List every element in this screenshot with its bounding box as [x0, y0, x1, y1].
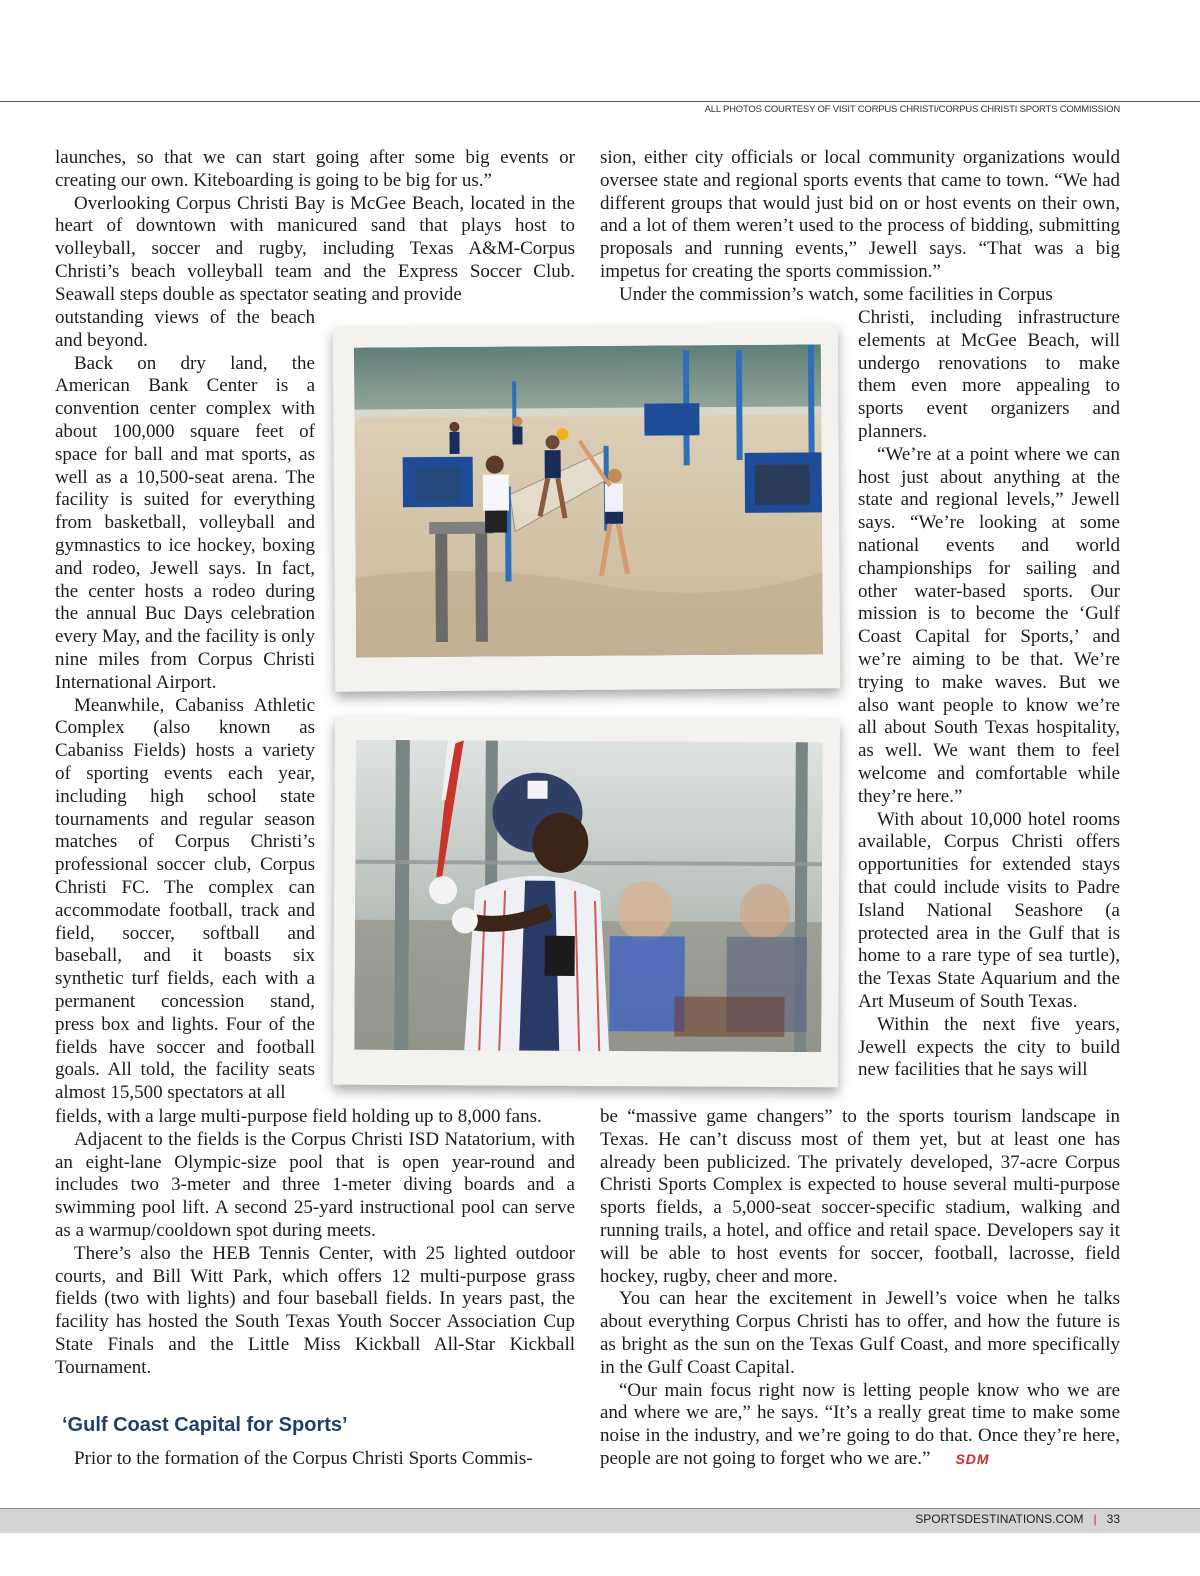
right-column-narrow	[858, 307, 1120, 1082]
paragraph: “We’re at a point where we can host just about anything at the state and regional levels,” Jewell says. “We’re looking at some national events and world championships for sailing and other water-based sports. Our mission is to become the ‘Gulf Coast Capital for Sports,’ and we’re aiming to be that. We’re trying to make waves. But we also want people to know we’re all about South Texas hospitality, as well. We want them to feel welcome and comfortable while they’re here.”	[858, 443, 1120, 807]
header-rule	[0, 101, 1200, 102]
paragraph: With about 10,000 hotel rooms available, Corpus Christi offers opportunities for extended stays that could include visits to Padre Island National Seashore (a protected area in the Gulf that is home to a rare type of sea turtle), the Texas State Aquarium and the Art Museum of South Texas.	[858, 808, 1120, 1012]
paragraph: Under the commission’s watch, some facilities in Corpus	[619, 283, 1053, 305]
paragraph	[600, 1380, 1120, 1471]
paragraph: Prior to the formation of the Corpus Christi Sports Commis-	[74, 1448, 533, 1469]
paragraph: Christi, including infrastructure elements at McGee Beach, will undergo renovations to make them even more appealing to sports event organizers and planners.	[858, 307, 1120, 442]
baseball-photo-frame	[333, 717, 840, 1088]
beach-volleyball-illustration	[354, 344, 823, 657]
left-column-narrow	[55, 307, 315, 1105]
paragraph: Adjacent to the fields is the Corpus Christi ISD Natatorium, with an eight-lane Olympic-size pool that is open year-round and includes two 3-meter and three 1-meter diving boards and a swimming pool lift. A second 25-yard instructional pool can serve as a warmup/cooldown spot during meets.	[55, 1128, 575, 1241]
paragraph: Within the next five years, Jewell expects the city to build new facilities that he says will	[858, 1013, 1120, 1081]
left-column-top	[55, 147, 575, 307]
paragraph: There’s also the HEB Tennis Center, with 25 lighted outdoor courts, and Bill Witt Park, which offers 12 multi-purpose grass fields (two with lights) and four baseball fields. In years past, the facility has hosted the South Texas Youth Soccer Association Cup State Finals and the Little Miss Kickball All-Star Kickball Tournament.	[55, 1242, 575, 1378]
left-column-bottom	[55, 1106, 575, 1380]
footer	[915, 1512, 1120, 1526]
paragraph: outstanding views of the beach and beyond.	[55, 307, 315, 351]
footer-separator: |	[1093, 1512, 1097, 1526]
right-column-bottom	[600, 1106, 1120, 1471]
paragraph: Back on dry land, the American Bank Center is a convention center complex with about 100,000 square feet of space for ball and mat sports, as well as a 10,500-seat arena. The facility is suited for everything from basketball, volleyball and gymnastics to ice hockey, boxing and rodeo, Jewell says. In fact, the center hosts a rodeo during the annual Buc Days celebration every May, and the facility is only nine miles from Corpus Christi International Airport.	[55, 352, 315, 693]
paragraph: Overlooking Corpus Christi Bay is McGee Beach, located in the heart of downtown with manicured sand that plays host to volleyball, soccer and rugby, including Texas A&M-Corpus Christi’s beach volleyball team and the Express Soccer Club. Seawall steps double as spectator seating and provide	[55, 192, 575, 305]
baseball-batter-photo	[354, 740, 823, 1052]
paragraph: sion, either city officials or local community organizations would oversee state and regional sports events that came to town. “We had different groups that would just bid on or host events on their own, and a lot of them weren’t used to the process of bidding, submitting proposals and running events,” Jewell says. “That was a big impetus for creating the sports commission.”	[600, 147, 1120, 282]
paragraph: Meanwhile, Cabaniss Athletic Complex (also known as Cabaniss Fields) hosts a variety of sporting events each year, including high school state tournaments and regular season matches of Corpus Christi’s professional soccer club, Corpus Christi FC. The complex can accommodate football, track and field, soccer, softball and baseball, and it boasts six synthetic turf fields, each with a permanent concession stand, press box and lights. Four of the fields have soccer and football goals. All told, the facility seats almost 15,500 spectators at all	[55, 694, 315, 1104]
baseball-batter-illustration	[354, 740, 823, 1052]
page-number: 33	[1106, 1512, 1120, 1526]
beach-volleyball-photo	[354, 344, 823, 657]
paragraph: be “massive game changers” to the sports tourism landscape in Texas. He can’t discuss most of them yet, but at least one has already been publicized. The privately developed, 37-acre Corpus Christi Sports Complex is expected to house several multi-purpose sports fields, a 5,000-seat soccer-specific stadium, walking and running trails, a hotel, and office and retail space. Developers say it will be able to host events for soccer, football, lacrosse, field hockey, rugby, cheer and more.	[600, 1106, 1120, 1287]
sdm-end-mark: SDM	[955, 1450, 990, 1467]
paragraph-text: “Our main focus right now is letting people know who we are and where we are,” he says. “It’s a really great time to make some noise in the industry, and we’re going to do that. Once they’re here, people are not going to forget who we are.”	[600, 1379, 1120, 1469]
photo-credit: ALL PHOTOS COURTESY OF VISIT CORPUS CHRISTI/CORPUS CHRISTI SPORTS COMMISSION	[704, 104, 1120, 115]
paragraph: launches, so that we can start going after some big events or creating our own. Kiteboarding is going to be big for us.”	[55, 147, 575, 191]
beach-photo-frame	[333, 324, 841, 692]
right-column-top	[600, 147, 1120, 307]
paragraph: You can hear the excitement in Jewell’s voice when he talks about everything Corpus Christi has to offer, and how the future is as bright as the sun on the Texas Gulf Coast, and more specifically in the Gulf Coast Capital.	[600, 1288, 1120, 1378]
footer-site: SPORTSDESTINATIONS.COM	[915, 1512, 1084, 1526]
section-heading: ‘Gulf Coast Capital for Sports’	[62, 1414, 348, 1436]
left-column-last	[55, 1448, 575, 1471]
paragraph: fields, with a large multi-purpose field holding up to 8,000 fans.	[55, 1106, 542, 1127]
